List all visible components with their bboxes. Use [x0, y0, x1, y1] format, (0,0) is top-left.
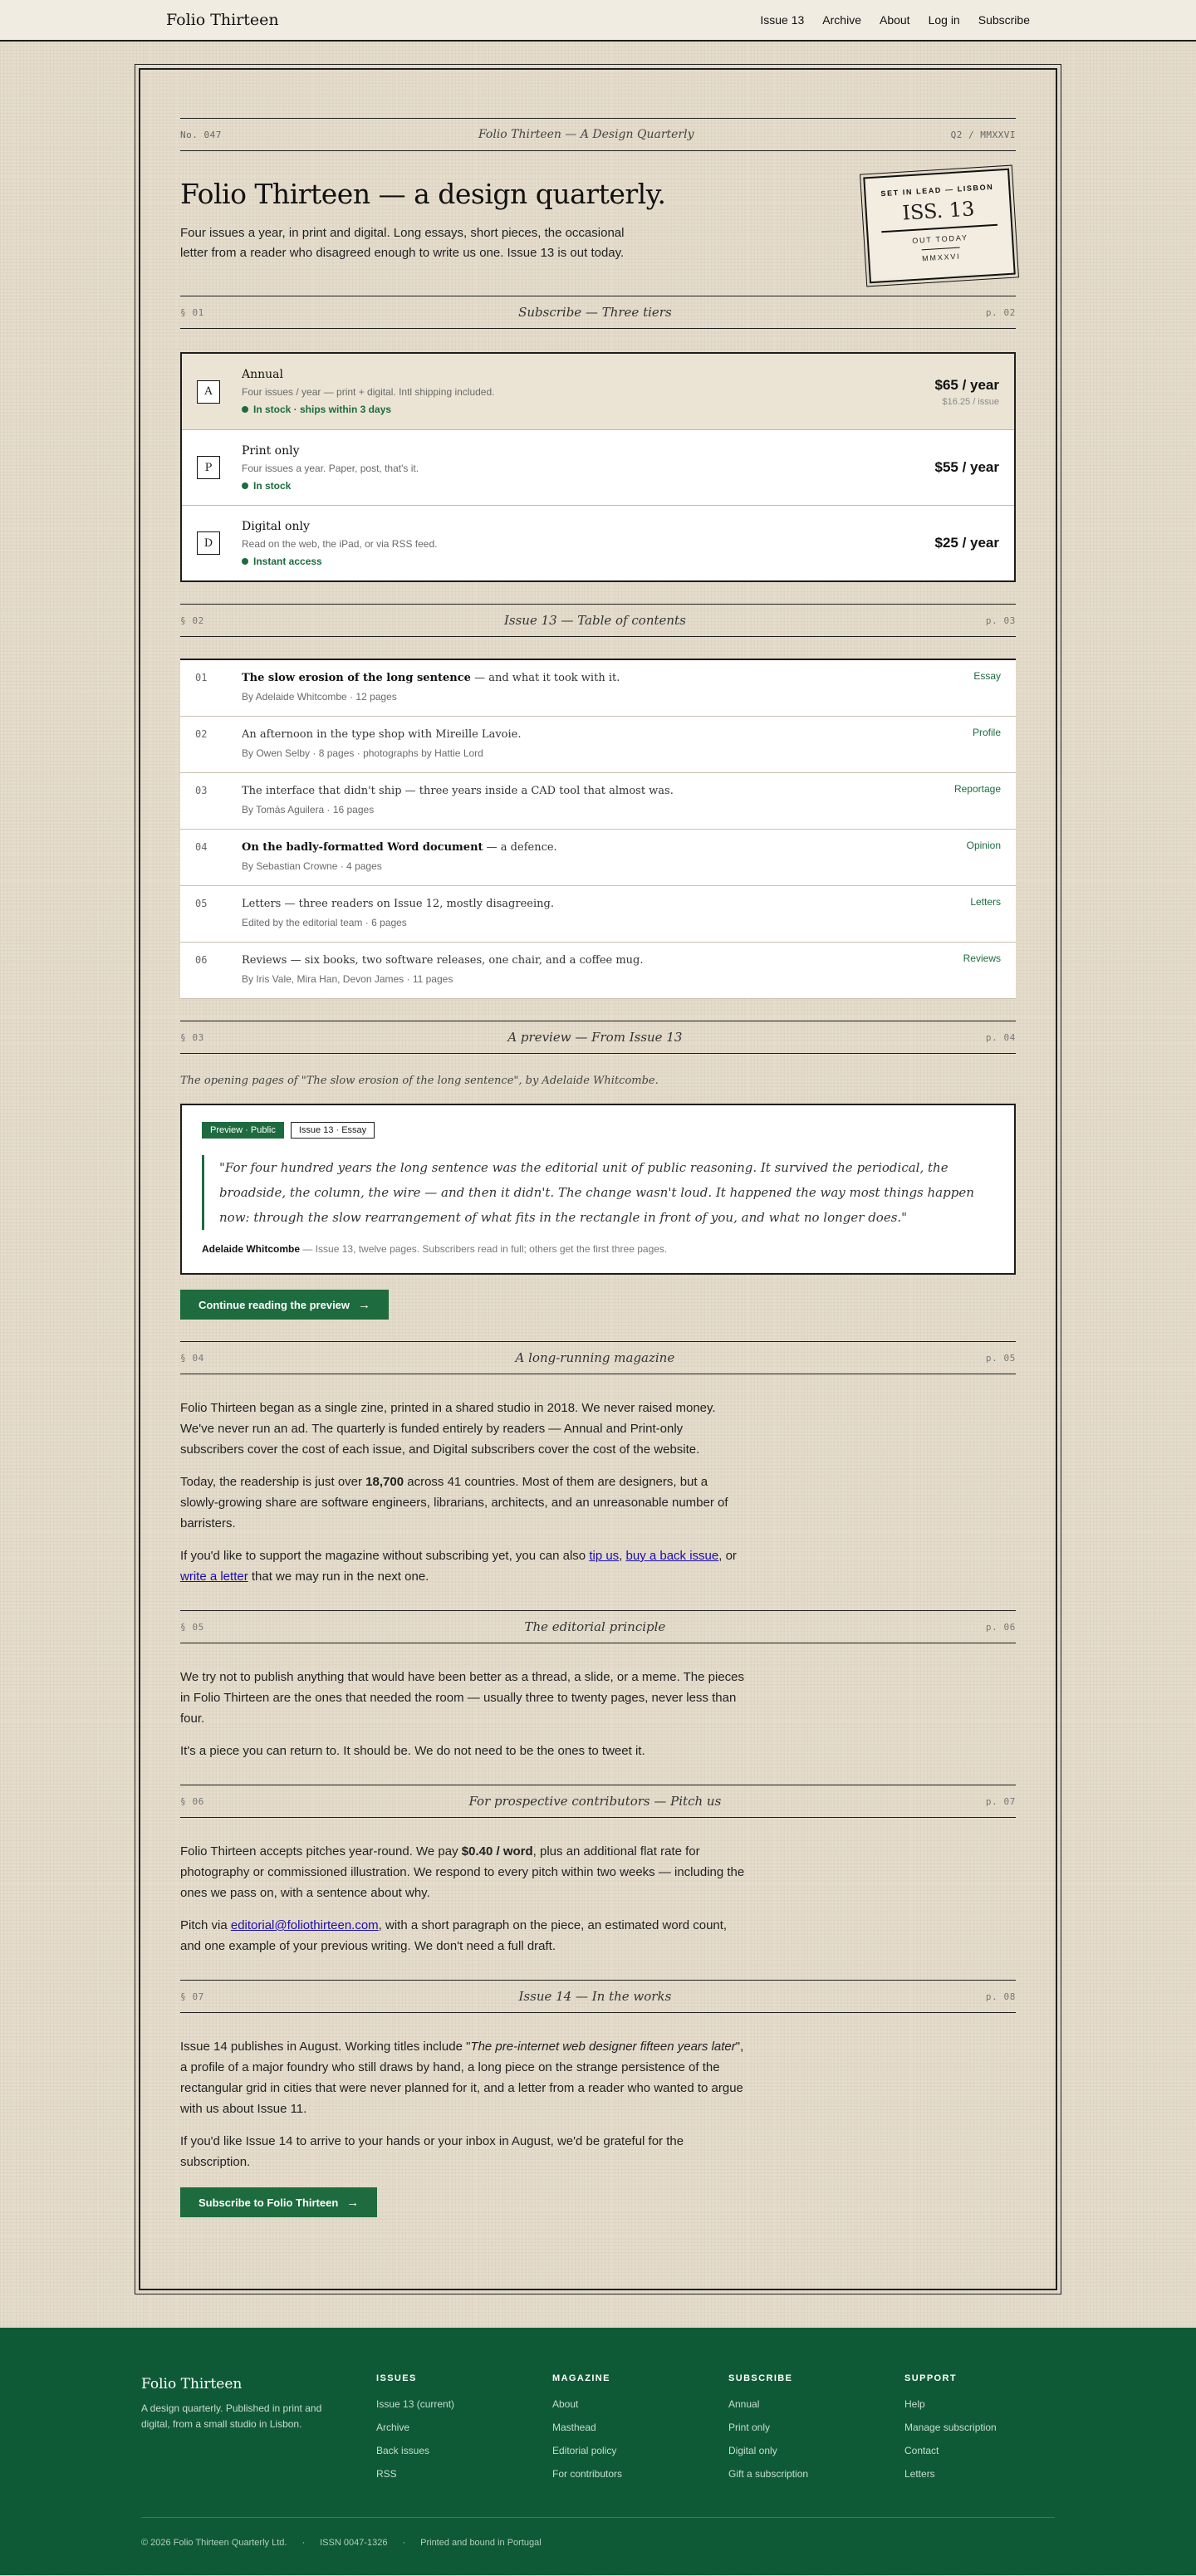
section-num: § 04	[180, 1352, 204, 1364]
footer-col-magazine	[552, 2373, 622, 2491]
pitch-body	[180, 1841, 1016, 1956]
site-footer	[0, 2328, 1196, 2575]
toc-byline: By Iris Vale, Mira Han, Devon James · 11 pages	[242, 973, 453, 985]
footer-copyright	[141, 2538, 542, 2548]
brand-logo[interactable]: Folio Thirteen	[166, 11, 279, 29]
about-p3	[180, 1545, 745, 1587]
toc-title: Letters — three readers on Issue 12, mostly disagreeing.	[242, 898, 554, 910]
arrow-right-icon: →	[358, 1297, 371, 1312]
preview-card	[180, 1104, 1016, 1275]
footer-link[interactable]: Digital only	[728, 2445, 777, 2456]
tier-price	[934, 459, 999, 476]
toc-num: 02	[195, 728, 208, 740]
toc-row[interactable]	[180, 886, 1016, 943]
toc-num: 06	[195, 954, 208, 966]
back-issue-link[interactable]: buy a back issue	[625, 1549, 719, 1563]
stamp-year: MMXXVI	[922, 247, 961, 263]
tier-desc: Four issues / year — print + digital. Intl shipping included.	[242, 386, 495, 398]
section-num: § 01	[180, 306, 204, 318]
tier-desc: Four issues a year. Paper, post, that's it.	[242, 462, 419, 474]
stock-status	[242, 556, 437, 567]
footer-col-title: SUBSCRIBE	[728, 2373, 793, 2383]
next-p2: If you'd like Issue 14 to arrive to your hands or your inbox in August, we'd be grateful for the subscription.	[180, 2134, 684, 2169]
pitch-p2	[180, 1915, 745, 1956]
toc-category: Opinion	[966, 840, 1001, 851]
copyright-text: © 2026 Folio Thirteen Quarterly Ltd.	[141, 2538, 287, 2548]
tier-digital[interactable]	[182, 505, 1014, 580]
button-label: Subscribe to Folio Thirteen	[199, 2196, 339, 2209]
word-rate: $0.40 / word	[461, 1844, 533, 1859]
section-num: § 07	[180, 1991, 204, 2002]
toc-category: Letters	[970, 896, 1001, 908]
tier-letter: P	[197, 456, 220, 479]
editorial-email-link[interactable]: editorial@foliothirteen.com	[230, 1918, 379, 1932]
footer-link[interactable]: Annual	[728, 2398, 760, 2410]
text: , with a short paragraph on the piece, an estimated word count, and one example of your previous writing. We don't need a full draft.	[180, 1918, 728, 1953]
button-label: Continue reading the preview	[199, 1298, 350, 1311]
section-page: p. 05	[985, 1352, 1016, 1364]
printed-text: Printed and bound in Portugal	[420, 2538, 542, 2548]
page-title: Folio Thirteen — a design quarterly.	[180, 178, 666, 210]
toc-byline: By Tomás Aguilera · 16 pages	[242, 804, 375, 815]
preview-quote: "For four hundred years the long sentence was the editorial unit of public reasoning. It survived the periodical, the broadside, the column, the wire — and then it didn't. The change wasn't loud. It happened the way most things happen now: through the slow rearrangement of what fits in the rectangle in front of you, and what no longer does."	[202, 1155, 994, 1230]
section-title: For prospective contributors — Pitch us	[468, 1794, 722, 1809]
section-num: § 05	[180, 1621, 204, 1633]
toc-title: The interface that didn't ship — three years inside a CAD tool that almost was.	[242, 785, 674, 797]
pitch-p1	[180, 1841, 745, 1903]
toc-title-rest: — a defence.	[483, 841, 557, 854]
section-page: p. 08	[985, 1991, 1016, 2002]
footer-link[interactable]: Print only	[728, 2422, 771, 2433]
table-of-contents	[180, 659, 1016, 999]
masthead-date: Q2 / MMXXVI	[950, 129, 1016, 140]
principle-body	[180, 1667, 1016, 1761]
next-p1	[180, 2036, 745, 2119]
tier-name: Digital only	[242, 519, 310, 533]
text: , or	[718, 1549, 737, 1563]
tier-name: Print only	[242, 443, 300, 458]
footer-link[interactable]: Archive	[376, 2422, 410, 2433]
tag-issue-essay: Issue 13 · Essay	[291, 1122, 375, 1139]
tier-annual[interactable]	[182, 354, 1014, 429]
toc-category: Essay	[973, 670, 1001, 682]
section-num: § 02	[180, 615, 204, 626]
toc-title-rest: — and what it took with it.	[470, 672, 620, 684]
footer-link[interactable]: Contact	[904, 2445, 939, 2456]
footer-divider	[141, 2517, 1055, 2518]
separator: ·	[402, 2538, 406, 2548]
footer-link[interactable]: Back issues	[376, 2445, 430, 2456]
toc-row[interactable]	[180, 830, 1016, 886]
toc-title	[242, 841, 1001, 854]
section-title: A preview — From Issue 13	[507, 1030, 683, 1045]
toc-num: 03	[195, 785, 208, 796]
footer-link[interactable]: Issue 13 (current)	[376, 2398, 455, 2410]
preview-cta-row	[180, 1290, 1016, 1320]
stock-label: In stock · ships within 3 days	[253, 404, 392, 415]
text: If you'd like to support the magazine without subscribing yet, you can also	[180, 1549, 590, 1563]
stock-label: Instant access	[253, 555, 322, 567]
preview-author: Adelaide Whitcombe	[202, 1243, 301, 1255]
price-value: $25 / year	[934, 535, 999, 551]
tier-desc: Read on the web, the iPad, or via RSS feed.	[242, 537, 438, 550]
text: ", a profile of a major foundry who still draws by hand, a long piece on the strange persistence of the rectangular grid in cities that were never planned for it, and a letter from a reader who wanted to argue with us about Issue 11.	[180, 2040, 744, 2116]
section-header-next	[180, 1980, 1016, 2013]
text: Pitch via	[180, 1918, 231, 1932]
preview-caption: The opening pages of "The slow erosion of the long sentence", by Adelaide Whitcombe.	[180, 1075, 659, 1087]
tier-name: Annual	[242, 368, 283, 381]
subscribe-button[interactable]	[180, 2187, 377, 2217]
text: Issue 14 publishes in August. Working titles include "	[180, 2040, 471, 2054]
footer-link[interactable]: About	[552, 2398, 579, 2410]
nav-subscribe[interactable]: Subscribe	[978, 13, 1030, 27]
preview-attribution	[202, 1243, 994, 1255]
masthead	[180, 118, 1016, 151]
page-frame	[135, 64, 1061, 2294]
status-dot-icon	[242, 406, 248, 413]
issn-text: ISSN 0047-1326	[320, 2538, 388, 2548]
hero-intro: Four issues a year, in print and digital. Long essays, short pieces, the occasional letter from a reader who disagreed enough to write us one. Issue 13 is out today.	[180, 226, 625, 260]
footer-col-title: ISSUES	[376, 2373, 417, 2383]
preview-tags	[202, 1122, 994, 1139]
footer-brand[interactable]: Folio Thirteen	[141, 2376, 243, 2392]
footer-link[interactable]: Manage subscription	[904, 2422, 997, 2433]
toc-title: Reviews — six books, two software releases, one chair, and a coffee mug.	[242, 954, 644, 967]
section-page: p. 07	[985, 1795, 1016, 1807]
nav-links	[760, 13, 1030, 27]
section-page: p. 02	[985, 306, 1016, 318]
text: ,	[619, 1549, 626, 1563]
footer-col-subscribe	[728, 2373, 808, 2491]
stock-label: In stock	[253, 479, 292, 492]
continue-reading-button[interactable]	[180, 1290, 389, 1320]
section-page: p. 04	[985, 1031, 1016, 1043]
issue-stamp	[863, 169, 1015, 284]
arrow-right-icon: →	[346, 2195, 360, 2210]
separator: ·	[301, 2538, 306, 2548]
toc-byline: By Sebastian Crowne · 4 pages	[242, 860, 382, 872]
next-body	[180, 2036, 1016, 2172]
toc-row[interactable]	[180, 660, 1016, 717]
subscribe-cta-row	[180, 2187, 1016, 2217]
toc-category: Reviews	[963, 953, 1001, 964]
toc-title-bold: The slow erosion of the long sentence	[242, 672, 471, 684]
preview-note: — Issue 13, twelve pages. Subscribers read in full; others get the first three pages.	[300, 1243, 668, 1255]
section-page: p. 03	[985, 615, 1016, 626]
footer-link[interactable]: For contributors	[552, 2468, 623, 2480]
top-nav	[0, 0, 1196, 42]
footer-link[interactable]: RSS	[376, 2468, 397, 2480]
price-sub: $16.25 / issue	[942, 396, 999, 407]
tier-print[interactable]	[182, 429, 1014, 505]
price-value: $65 / year	[934, 376, 999, 393]
toc-byline: By Adelaide Whitcombe · 12 pages	[242, 691, 397, 703]
section-header-preview	[180, 1021, 1016, 1054]
about-p2	[180, 1472, 745, 1534]
toc-byline: Edited by the editorial team · 6 pages	[242, 917, 407, 928]
nav-archive[interactable]: Archive	[822, 13, 861, 27]
section-num: § 06	[180, 1795, 204, 1807]
stock-status	[242, 404, 495, 415]
footer-col-title: MAGAZINE	[552, 2373, 610, 2383]
section-title: Issue 13 — Table of contents	[503, 613, 686, 628]
about-body	[180, 1398, 1016, 1587]
issue-number: No. 047	[180, 129, 222, 140]
footer-col-title: SUPPORT	[904, 2373, 957, 2383]
section-page: p. 06	[985, 1621, 1016, 1633]
principle-p2: It's a piece you can return to. It should be. We do not need to be the ones to tweet it.	[180, 1744, 645, 1758]
footer-link[interactable]: Gift a subscription	[728, 2468, 809, 2480]
toc-row[interactable]	[180, 773, 1016, 830]
stock-status	[242, 480, 419, 492]
price-value: $55 / year	[934, 459, 999, 475]
principle-p1: We try not to publish anything that would have been better as a thread, a slide, or a meme. The pieces in Folio Thirteen are the ones that needed the room — usually three to twenty pages, never less than four.	[180, 1670, 745, 1726]
page-inner	[139, 68, 1057, 2290]
toc-num: 01	[195, 672, 208, 683]
tag-preview-public: Preview · Public	[202, 1122, 284, 1139]
section-header-subscribe	[180, 296, 1016, 329]
status-dot-icon	[242, 558, 248, 565]
tip-us-link[interactable]: tip us	[589, 1549, 620, 1563]
section-title: Subscribe — Three tiers	[518, 305, 672, 320]
toc-byline: By Owen Selby · 8 pages · photographs by Hattie Lord	[242, 747, 483, 759]
footer-link[interactable]: Editorial policy	[552, 2445, 617, 2456]
tier-letter: A	[197, 380, 220, 404]
footer-link[interactable]: Help	[904, 2398, 925, 2410]
readership-count: 18,700	[365, 1475, 404, 1489]
footer-col-issues	[376, 2373, 454, 2491]
text: , plus an additional flat rate for photography or commissioned illustration. We respond to every pitch within two weeks — including the ones we pass on, with a sentence about why.	[180, 1844, 745, 1900]
section-header-pitch	[180, 1785, 1016, 1818]
text: that we may run in the next one.	[248, 1570, 429, 1584]
section-header-about	[180, 1341, 1016, 1374]
nav-about[interactable]: About	[879, 13, 910, 27]
hero	[180, 151, 1016, 296]
toc-category: Profile	[972, 727, 1001, 738]
section-header-principle	[180, 1610, 1016, 1643]
text: Folio Thirteen accepts pitches year-round. We pay	[180, 1844, 462, 1859]
tier-letter: D	[197, 531, 220, 555]
tier-price	[934, 535, 999, 551]
toc-title	[242, 672, 1001, 684]
stamp-top: SET IN LEAD — LISBON	[880, 182, 994, 198]
working-title: The pre-internet web designer fifteen years later	[470, 2040, 736, 2054]
write-letter-link[interactable]: write a letter	[180, 1570, 248, 1584]
toc-title: An afternoon in the type shop with Mireille Lavoie.	[242, 728, 522, 741]
footer-link[interactable]: Letters	[904, 2468, 935, 2480]
toc-title-bold: On the badly-formatted Word document	[242, 841, 483, 854]
nav-login[interactable]: Log in	[928, 13, 960, 27]
footer-link[interactable]: Masthead	[552, 2422, 596, 2433]
section-title: The editorial principle	[524, 1619, 666, 1634]
stamp-issue: ISS. 13	[880, 196, 997, 233]
tier-price	[934, 377, 999, 407]
text: Today, the readership is just over	[180, 1475, 366, 1489]
toc-row[interactable]	[180, 717, 1016, 773]
subscription-tiers	[180, 352, 1016, 582]
nav-issue-13[interactable]: Issue 13	[760, 13, 805, 27]
toc-num: 04	[195, 841, 208, 853]
section-header-toc	[180, 604, 1016, 637]
text: across 41 countries. Most of them are designers, but a slowly-growing share are software engineers, librarians, architects, and an unreasonable number of barristers.	[180, 1475, 728, 1530]
masthead-title: Folio Thirteen — A Design Quarterly	[478, 128, 694, 141]
footer-col-support	[904, 2373, 997, 2491]
toc-category: Reportage	[953, 783, 1001, 795]
section-title: Issue 14 — In the works	[518, 1989, 672, 2004]
section-num: § 03	[180, 1031, 204, 1043]
toc-num: 05	[195, 898, 208, 909]
stamp-mid: OUT TODAY	[911, 233, 968, 246]
about-p1: Folio Thirteen began as a single zine, printed in a shared studio in 2018. We never raised money. We've never run an ad. The quarterly is funded entirely by readers — Annual and Print-only subscribers cover the cost of each issue, and Digital subscribers cover the cost of the website.	[180, 1401, 716, 1457]
toc-row[interactable]	[180, 943, 1016, 999]
status-dot-icon	[242, 482, 248, 489]
footer-tagline: A design quarterly. Published in print and digital, from a small studio in Lisbon.	[141, 2402, 322, 2430]
section-title: A long-running magazine	[515, 1350, 675, 1365]
